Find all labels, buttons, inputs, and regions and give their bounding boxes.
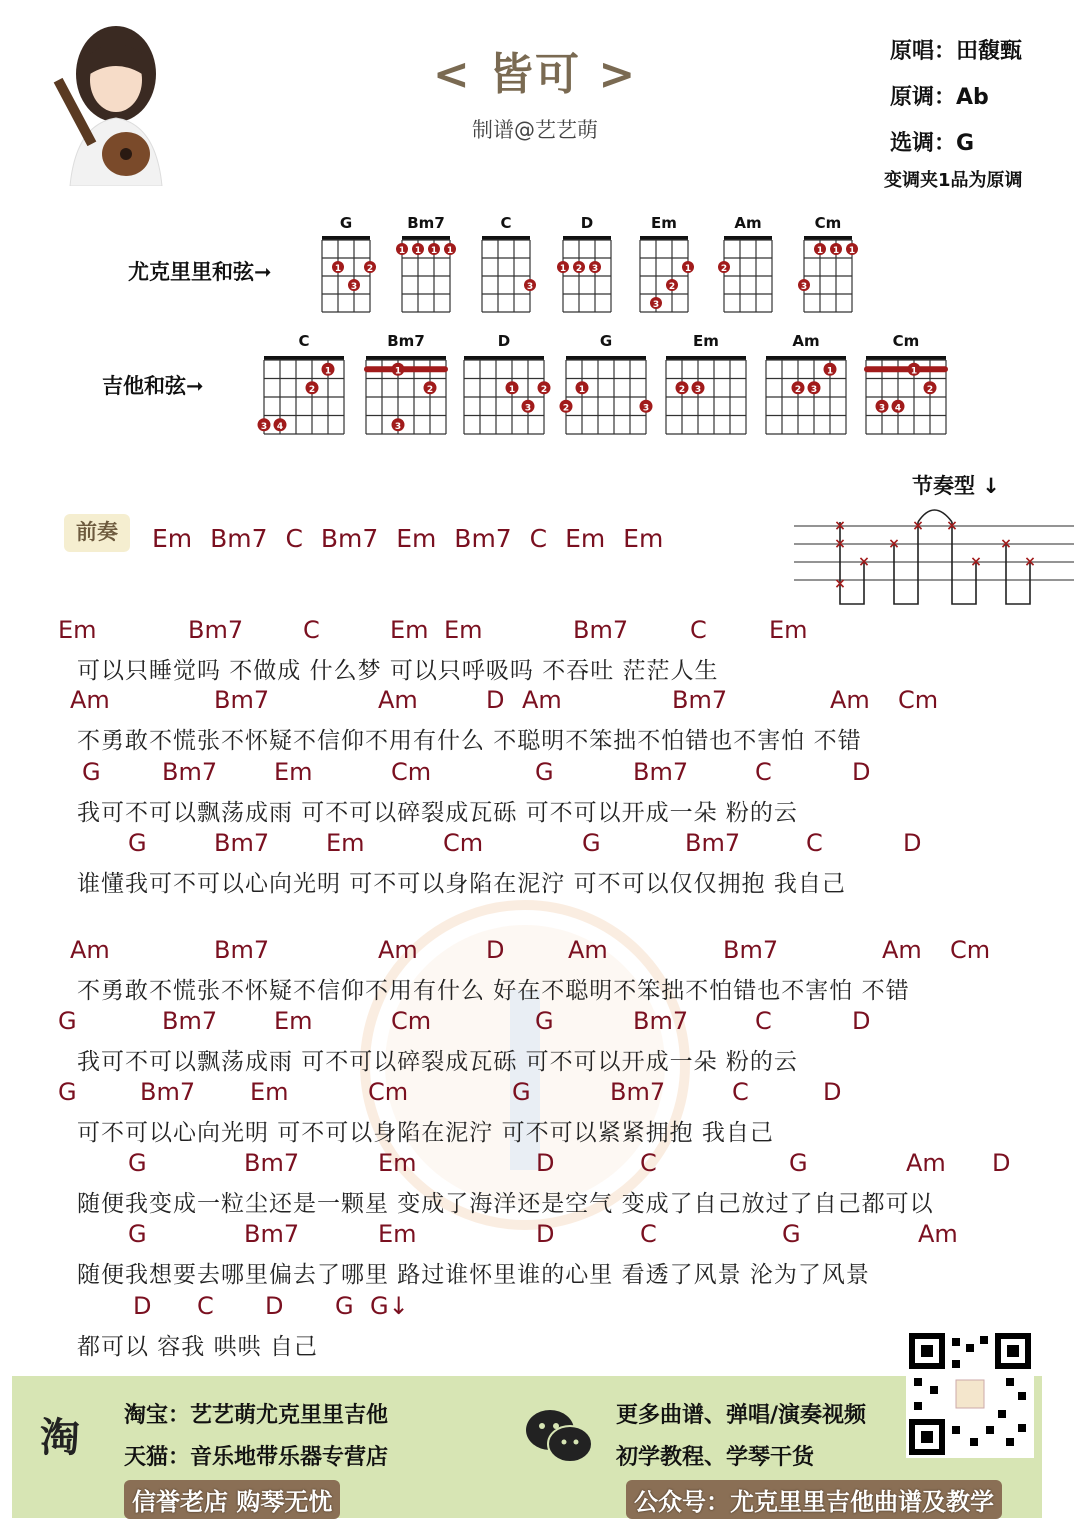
guitar-diagram-c bbox=[258, 356, 345, 434]
chosen-key: 选调：G bbox=[890, 131, 975, 156]
arranger-credit: 制谱@艺艺萌 bbox=[472, 118, 598, 142]
chord-symbol: Em bbox=[378, 1149, 417, 1177]
svg-text:×: × bbox=[834, 518, 846, 534]
chord-symbol: D bbox=[536, 1149, 555, 1177]
guitar-diagram-cm bbox=[864, 356, 948, 434]
chord-symbol: Bm7 bbox=[188, 616, 244, 644]
lyric-line: 可以只睡觉吗 不做成 什么梦 可以只呼吸吗 不吞吐 茫茫人生 bbox=[77, 658, 719, 684]
original-singer: 原唱：田馥甄 bbox=[890, 39, 1023, 64]
guitar-chord-name-d: D bbox=[497, 332, 511, 350]
chord-symbol: C bbox=[690, 616, 707, 644]
chord-symbol: Bm7 bbox=[162, 758, 218, 786]
ukulele-chord-name-d: D bbox=[580, 214, 594, 232]
guitar-diagram-am bbox=[766, 356, 846, 434]
svg-text:2: 2 bbox=[668, 282, 676, 292]
lyric-line: 不勇敢不慌张不怀疑不信仰不用有什么 好在不聪明不笨拙不怕错也不害怕 不错 bbox=[77, 978, 910, 1004]
chord-symbol: Cm bbox=[391, 758, 432, 786]
rhythm-pattern-label: 节奏型 ↓ bbox=[912, 474, 1000, 498]
guitar-chord-name-bm7: Bm7 bbox=[387, 332, 425, 350]
svg-text:1: 1 bbox=[430, 246, 438, 256]
chord-symbol: G↓ bbox=[370, 1292, 409, 1320]
official-account: 公众号：尤克里里吉他曲谱及教学 bbox=[626, 1480, 1002, 1519]
chord-symbol: G bbox=[58, 1078, 77, 1106]
song-title: < 皆可 > bbox=[432, 49, 638, 100]
capo-note: 变调夹1品为原调 bbox=[884, 170, 1023, 191]
ukulele-chord-name-bm7: Bm7 bbox=[407, 214, 445, 232]
ukulele-chord-name-am: Am bbox=[734, 214, 762, 232]
svg-text:1: 1 bbox=[398, 246, 406, 256]
chord-symbol: Em bbox=[58, 616, 97, 644]
svg-text:×: × bbox=[1000, 536, 1012, 552]
svg-text:×: × bbox=[912, 518, 924, 534]
svg-text:1: 1 bbox=[826, 366, 834, 377]
chord-symbol: Cm bbox=[443, 829, 484, 857]
svg-text:3: 3 bbox=[524, 403, 532, 414]
guitar-chord-name-am: Am bbox=[792, 332, 820, 350]
chord-symbol: G bbox=[512, 1078, 531, 1106]
svg-text:1: 1 bbox=[334, 264, 342, 274]
guitar-chord-name-em: Em bbox=[693, 332, 719, 350]
chord-symbol: D bbox=[852, 1007, 871, 1035]
ukulele-chord-name-cm: Cm bbox=[814, 214, 842, 232]
chord-symbol: Am bbox=[918, 1220, 958, 1248]
chord-symbol: Am bbox=[70, 686, 110, 714]
chord-symbol: D bbox=[486, 936, 505, 964]
svg-text:2: 2 bbox=[562, 403, 570, 414]
chord-symbol: Cm bbox=[368, 1078, 409, 1106]
svg-text:3: 3 bbox=[260, 421, 268, 432]
chord-symbol: Cm bbox=[898, 686, 939, 714]
taobao-icon: 淘 bbox=[40, 1415, 80, 1461]
chord-symbol: C bbox=[640, 1149, 657, 1177]
intro-chords: Em Bm7 C Bm7 Em Bm7 C Em Em bbox=[152, 524, 664, 553]
chord-symbol: D bbox=[486, 686, 505, 714]
original-key: 原调：Ab bbox=[890, 85, 989, 110]
wechat-line-1: 更多曲谱、弹唱/演奏视频 bbox=[616, 1403, 867, 1428]
chord-symbol: G bbox=[128, 829, 147, 857]
lyric-line: 谁懂我可不可以心向光明 可不可以身陷在泥泞 可不可以仅仅拥抱 我自己 bbox=[77, 871, 846, 897]
svg-text:3: 3 bbox=[810, 384, 818, 395]
svg-text:2: 2 bbox=[540, 384, 548, 395]
lyric-line: 随便我想要去哪里偏去了哪里 路过谁怀里谁的心里 看透了风景 沦为了风景 bbox=[77, 1262, 870, 1288]
svg-text:2: 2 bbox=[366, 264, 374, 274]
chord-symbol: Am bbox=[70, 936, 110, 964]
svg-text:2: 2 bbox=[308, 384, 316, 395]
chord-symbol: G bbox=[82, 758, 101, 786]
svg-text:2: 2 bbox=[678, 384, 686, 395]
chord-symbol: Em bbox=[326, 829, 365, 857]
chord-symbol: C bbox=[640, 1220, 657, 1248]
chord-symbol: D bbox=[852, 758, 871, 786]
chord-symbol: D bbox=[903, 829, 922, 857]
svg-text:3: 3 bbox=[694, 384, 702, 395]
svg-text:1: 1 bbox=[508, 384, 516, 395]
chord-symbol: D bbox=[823, 1078, 842, 1106]
chord-symbol: Bm7 bbox=[162, 1007, 218, 1035]
guitar-diagram-bm7 bbox=[364, 356, 448, 434]
chord-symbol: Bm7 bbox=[610, 1078, 666, 1106]
chord-symbol: Bm7 bbox=[140, 1078, 196, 1106]
chord-symbol: Am bbox=[830, 686, 870, 714]
ukulele-chords-label: 尤克里里和弦➞ bbox=[128, 260, 272, 284]
lyric-line: 随便我变成一粒尘还是一颗星 变成了海洋还是空气 变成了自己放过了自己都可以 bbox=[77, 1191, 934, 1217]
chord-symbol: Bm7 bbox=[573, 616, 629, 644]
svg-text:1: 1 bbox=[578, 384, 586, 395]
guitar-diagram-d bbox=[464, 356, 551, 434]
chord-symbol: Em bbox=[444, 616, 483, 644]
svg-text:3: 3 bbox=[642, 403, 650, 414]
chord-symbol: G bbox=[582, 829, 601, 857]
svg-text:3: 3 bbox=[652, 300, 660, 310]
svg-text:1: 1 bbox=[816, 246, 824, 256]
svg-text:1: 1 bbox=[324, 366, 332, 377]
svg-text:2: 2 bbox=[426, 384, 434, 395]
svg-text:1: 1 bbox=[394, 366, 402, 377]
chord-symbol: G bbox=[58, 1007, 77, 1035]
svg-text:1: 1 bbox=[684, 264, 692, 274]
svg-text:1: 1 bbox=[446, 246, 454, 256]
lyric-line: 可不可以心向光明 可不可以身陷在泥泞 可不可以紧紧拥抱 我自己 bbox=[77, 1120, 774, 1146]
svg-text:3: 3 bbox=[800, 282, 808, 292]
chord-symbol: C bbox=[755, 1007, 772, 1035]
chord-symbol: Bm7 bbox=[633, 758, 689, 786]
lyric-line: 都可以 容我 哄哄 自己 bbox=[77, 1334, 318, 1360]
chord-symbol: C bbox=[303, 616, 320, 644]
svg-text:×: × bbox=[1024, 554, 1036, 570]
chord-symbol: Em bbox=[769, 616, 808, 644]
chord-symbol: C bbox=[806, 829, 823, 857]
lyric-line: 我可不可以飘荡成雨 可不可以碎裂成瓦砾 可不可以开成一朵 粉的云 bbox=[77, 1049, 798, 1075]
chord-symbol: Bm7 bbox=[214, 936, 270, 964]
chord-symbol: Bm7 bbox=[244, 1220, 300, 1248]
ukulele-chord-name-g: G bbox=[339, 214, 353, 232]
svg-text:×: × bbox=[858, 554, 870, 570]
chord-symbol: C bbox=[755, 758, 772, 786]
chord-symbol: Em bbox=[274, 1007, 313, 1035]
shop-slogan: 信誉老店 购琴无忧 bbox=[124, 1480, 340, 1519]
chord-symbol: Bm7 bbox=[214, 829, 270, 857]
qr-code-icon bbox=[906, 1330, 1034, 1458]
ukulele-chord-name-c: C bbox=[500, 214, 512, 232]
chord-symbol: Em bbox=[274, 758, 313, 786]
taobao-shop: 淘宝：艺艺萌尤克里里吉他 bbox=[124, 1403, 389, 1428]
chord-symbol: Bm7 bbox=[633, 1007, 689, 1035]
chord-symbol: D bbox=[265, 1292, 284, 1320]
svg-text:1: 1 bbox=[414, 246, 422, 256]
footer-banner bbox=[12, 1376, 1042, 1518]
svg-text:3: 3 bbox=[526, 282, 534, 292]
svg-text:1: 1 bbox=[848, 246, 856, 256]
rhythm-pattern-diagram bbox=[794, 500, 1076, 610]
svg-text:4: 4 bbox=[894, 403, 902, 414]
chord-symbol: Bm7 bbox=[672, 686, 728, 714]
chord-symbol: G bbox=[128, 1149, 147, 1177]
chord-symbol: Am bbox=[378, 686, 418, 714]
guitar-chord-name-cm: Cm bbox=[892, 332, 920, 350]
guitar-diagram-em bbox=[666, 356, 746, 434]
chord-symbol: Em bbox=[390, 616, 429, 644]
guitar-chords-label: 吉他和弦➞ bbox=[102, 374, 204, 398]
svg-text:×: × bbox=[834, 576, 846, 592]
lyric-line: 不勇敢不慌张不怀疑不信仰不用有什么 不聪明不笨拙不怕错也不害怕 不错 bbox=[77, 728, 862, 754]
svg-text:×: × bbox=[834, 536, 846, 552]
svg-text:1: 1 bbox=[559, 264, 567, 274]
svg-text:3: 3 bbox=[394, 421, 402, 432]
svg-text:3: 3 bbox=[878, 403, 886, 414]
chord-symbol: G bbox=[335, 1292, 354, 1320]
chord-symbol: Bm7 bbox=[685, 829, 741, 857]
chord-symbol: G bbox=[535, 1007, 554, 1035]
intro-badge: 前奏 bbox=[64, 514, 130, 552]
chord-symbol: Em bbox=[378, 1220, 417, 1248]
chord-symbol: Bm7 bbox=[723, 936, 779, 964]
chord-symbol: G bbox=[782, 1220, 801, 1248]
ukulele-chord-name-em: Em bbox=[651, 214, 677, 232]
chord-symbol: Cm bbox=[391, 1007, 432, 1035]
svg-text:×: × bbox=[888, 536, 900, 552]
chord-symbol: D bbox=[536, 1220, 555, 1248]
chord-symbol: Bm7 bbox=[244, 1149, 300, 1177]
chord-symbol: Em bbox=[250, 1078, 289, 1106]
chord-symbol: Cm bbox=[950, 936, 991, 964]
svg-text:1: 1 bbox=[832, 246, 840, 256]
svg-text:2: 2 bbox=[926, 384, 934, 395]
chord-symbol: C bbox=[197, 1292, 214, 1320]
chord-symbol: D bbox=[992, 1149, 1011, 1177]
chord-symbol: Bm7 bbox=[214, 686, 270, 714]
chord-symbol: Am bbox=[522, 686, 562, 714]
svg-text:×: × bbox=[970, 554, 982, 570]
chord-symbol: Am bbox=[378, 936, 418, 964]
svg-text:3: 3 bbox=[591, 264, 599, 274]
guitar-chord-name-g: G bbox=[599, 332, 613, 350]
svg-text:2: 2 bbox=[575, 264, 583, 274]
svg-text:×: × bbox=[946, 518, 958, 534]
chord-symbol: G bbox=[128, 1220, 147, 1248]
svg-text:3: 3 bbox=[350, 282, 358, 292]
guitar-chord-name-c: C bbox=[298, 332, 310, 350]
chord-symbol: G bbox=[535, 758, 554, 786]
tmall-shop: 天猫：音乐地带乐器专营店 bbox=[124, 1445, 389, 1470]
chord-symbol: C bbox=[732, 1078, 749, 1106]
svg-text:1: 1 bbox=[910, 366, 918, 377]
lyric-line: 我可不可以飘荡成雨 可不可以碎裂成瓦砾 可不可以开成一朵 粉的云 bbox=[77, 800, 798, 826]
wechat-icon bbox=[524, 1406, 594, 1466]
guitar-diagram-g bbox=[560, 356, 653, 434]
svg-text:2: 2 bbox=[794, 384, 802, 395]
chord-symbol: Am bbox=[906, 1149, 946, 1177]
wechat-line-2: 初学教程、学琴干货 bbox=[616, 1445, 815, 1470]
svg-text:2: 2 bbox=[720, 264, 728, 274]
svg-text:4: 4 bbox=[276, 421, 284, 432]
chord-symbol: D bbox=[133, 1292, 152, 1320]
chord-symbol: G bbox=[789, 1149, 808, 1177]
chord-symbol: Am bbox=[568, 936, 608, 964]
chord-symbol: Am bbox=[882, 936, 922, 964]
